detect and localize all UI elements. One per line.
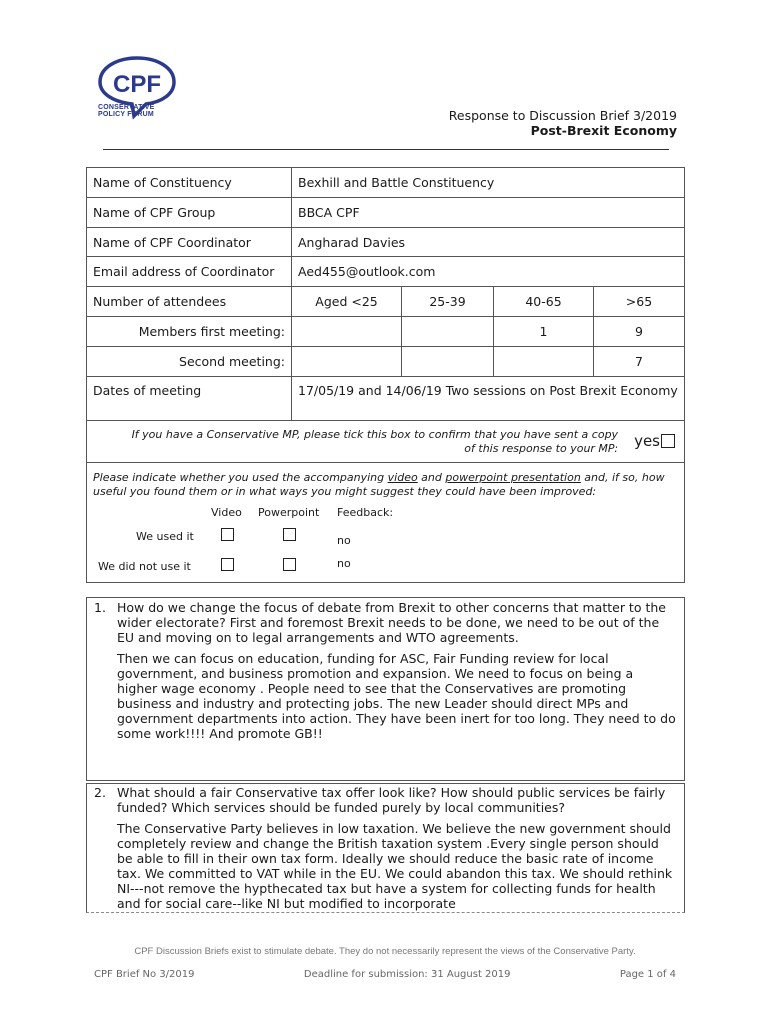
mp-confirm-answer: yes	[634, 431, 660, 450]
question-number: 1.	[94, 600, 106, 615]
dates-value: 17/05/19 and 14/06/19 Two sessions on Post Brexit Economy	[292, 377, 685, 421]
video-column-header: Video	[211, 506, 242, 519]
second-meeting-label: Second meeting:	[87, 347, 292, 377]
used-feedback-value: no	[337, 534, 351, 547]
document-heading	[449, 108, 677, 138]
not-used-video-checkbox[interactable]	[221, 558, 234, 571]
page-number: Page 1 of 4	[619, 969, 676, 980]
answer-text: Then we can focus on education, funding for ASC, Fair Funding review for local government, and business promotion and expansion. We need to focus on being a higher wage economy . People need to see that the Conservatives are promoting business and industry and protecting jobs. The new Leader should direct MPs and government departments into action. They have been inert for too long. They need to do some work!!!! And promote GB!!	[117, 651, 676, 741]
not-used-powerpoint-checkbox[interactable]	[283, 558, 296, 571]
brief-number: CPF Brief No 3/2019	[94, 969, 195, 980]
question-number: 2.	[94, 785, 106, 800]
logo-line2: POLICY FORUM	[98, 111, 154, 118]
first-meeting-count: 1	[494, 317, 594, 347]
constituency-label: Name of Constituency	[87, 168, 292, 198]
age-group-header: >65	[594, 287, 685, 317]
question-block-2	[86, 783, 685, 913]
used-video-checkbox[interactable]	[221, 528, 234, 541]
first-meeting-count	[402, 317, 494, 347]
submission-deadline: Deadline for submission: 31 August 2019	[303, 969, 511, 980]
header-divider	[103, 149, 669, 150]
logo-abbr: CPF	[113, 71, 161, 98]
document-title: Response to Discussion Brief 3/2019	[448, 108, 677, 123]
not-used-feedback-value: no	[337, 557, 351, 570]
group-label: Name of CPF Group	[87, 198, 292, 228]
powerpoint-column-header: Powerpoint	[258, 506, 320, 519]
first-meeting-label: Members first meeting:	[87, 317, 292, 347]
age-group-header: 40-65	[494, 287, 594, 317]
page-footer	[94, 969, 676, 980]
attendees-label: Number of attendees	[87, 287, 292, 317]
question-text: How do we change the focus of debate from Brexit to other concerns that matter to the wider electorate? First and foremost Brexit needs to be done, we need to be out of the EU and moving on to legal arrangements and WTO agreements.	[117, 600, 666, 645]
logo-line1: CONSERVATIVE	[98, 104, 155, 111]
video-link[interactable]: video	[387, 471, 418, 484]
constituency-value: Bexhill and Battle Constituency	[292, 168, 685, 198]
answer-text: The Conservative Party believes in low taxation. We believe the new government should completely review and change the British taxation system .Every single person should be able to fill in their own tax form. Ideally we should reduce the basic rate of income tax. We committed to VAT while in the EU. We could abandon this tax. We should rethink NI---not remove the hypthecated tax but have a system for collecting funds for health and for social care--like NI but modified to incorporate	[117, 821, 673, 911]
second-meeting-count	[402, 347, 494, 377]
age-group-header: 25-39	[402, 287, 494, 317]
mp-confirmation-row	[87, 421, 685, 463]
response-form-table	[86, 167, 685, 583]
second-meeting-count	[292, 347, 402, 377]
second-meeting-count	[494, 347, 594, 377]
feedback-column-header: Feedback:	[337, 506, 394, 519]
first-meeting-count: 9	[594, 317, 685, 347]
disclaimer: CPF Discussion Briefs exist to stimulate debate. They do not necessarily represent the views of the Conservative Party.	[134, 946, 636, 957]
not-used-label: We did not use it	[98, 560, 191, 573]
email-value: Aed455@outlook.com	[292, 257, 685, 287]
mp-confirm-line1: If you have a Conservative MP, please tick this box to confirm that you have sent a copy	[131, 428, 619, 441]
coordinator-label: Name of CPF Coordinator	[87, 228, 292, 257]
coordinator-value: Angharad Davies	[292, 228, 685, 257]
mp-confirm-checkbox[interactable]	[661, 434, 675, 448]
used-it-label: We used it	[136, 530, 194, 543]
first-meeting-count	[292, 317, 402, 347]
email-label: Email address of Coordinator	[87, 257, 292, 287]
age-group-header: Aged <25	[292, 287, 402, 317]
document-subtitle: Post-Brexit Economy	[530, 123, 677, 138]
materials-usage-section	[87, 463, 685, 583]
logo-wordmark	[98, 104, 154, 118]
powerpoint-link[interactable]: powerpoint presentation	[445, 471, 581, 484]
usage-intro: Please indicate whether you used the accompanying video and powerpoint presentation and, if so, how useful you found them or in what ways you might suggest they could have been improved:	[93, 471, 665, 498]
dates-label: Dates of meeting	[87, 377, 292, 421]
question-block-1	[86, 597, 685, 781]
question-text: What should a fair Conservative tax offer look like? How should public services be fairly funded? Which services should be funded purely by local communities?	[117, 785, 666, 815]
mp-confirm-line2: of this response to your MP:	[464, 441, 619, 455]
second-meeting-count: 7	[594, 347, 685, 377]
used-powerpoint-checkbox[interactable]	[283, 528, 296, 541]
group-value: BBCA CPF	[292, 198, 685, 228]
